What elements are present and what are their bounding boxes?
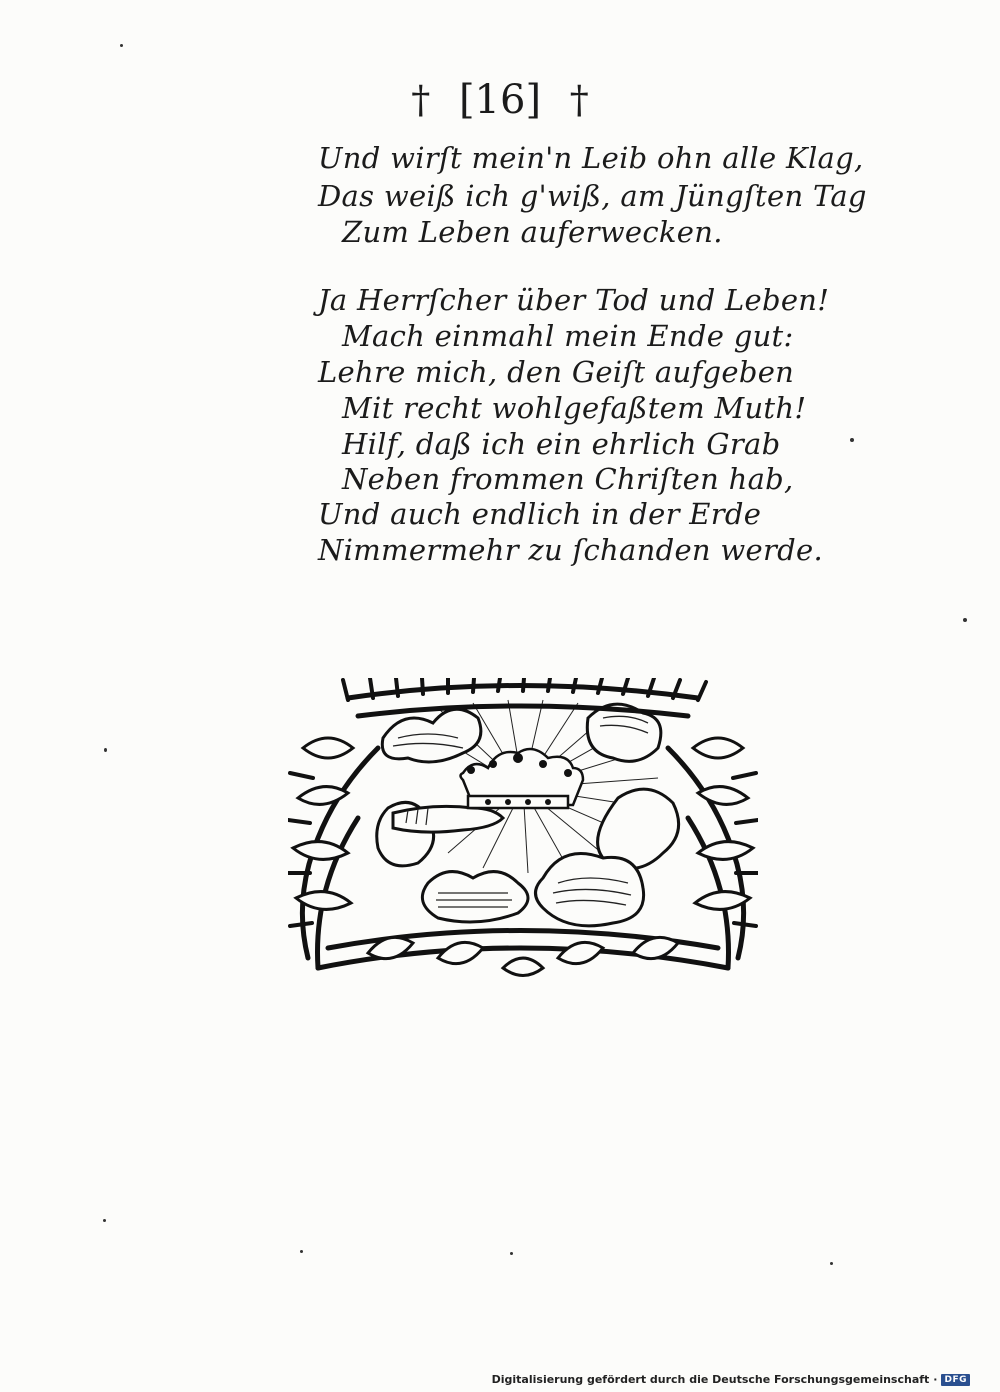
page-number: [16] bbox=[458, 77, 542, 123]
verse-line: Mit recht wohlgefaßtem Muth! bbox=[342, 391, 807, 425]
verse-line: Hilf, daß ich ein ehrlich Grab bbox=[342, 427, 781, 461]
paper-speck bbox=[300, 1250, 303, 1253]
digitization-credit: Digitalisierung gefördert durch die Deutsche Forschungsgemeinschaft · DFG bbox=[492, 1373, 970, 1386]
verse-line: Und wirſt mein'n Leib ohn alle Klag, bbox=[318, 141, 864, 175]
verse-line: Das weiß ich g'wiß, am Jüngſten Tag bbox=[318, 179, 867, 213]
credit-text: Digitalisierung gefördert durch die Deutsche Forschungsgemeinschaft bbox=[491, 1373, 930, 1386]
verse-line: Zum Leben auferwecken. bbox=[342, 215, 723, 249]
verse-line: Ja Herrſcher über Tod und Leben! bbox=[318, 283, 830, 317]
cross-left-icon: † bbox=[411, 78, 431, 122]
paper-speck bbox=[103, 1219, 106, 1222]
paper-speck bbox=[830, 1262, 833, 1265]
verse-line: Mach einmahl mein Ende gut: bbox=[342, 319, 794, 353]
verse-line: Nimmermehr zu ſchanden werde. bbox=[318, 533, 823, 567]
paper-speck bbox=[104, 748, 107, 752]
paper-speck bbox=[510, 1252, 513, 1255]
paper-speck bbox=[963, 618, 967, 622]
paper-speck bbox=[120, 44, 123, 47]
cross-right-icon: † bbox=[569, 78, 589, 122]
verse-line: Neben frommen Chriſten hab, bbox=[342, 462, 794, 496]
paper-speck bbox=[850, 438, 854, 442]
verse-line: Und auch endlich in der Erde bbox=[318, 497, 762, 531]
page-header bbox=[0, 74, 1000, 126]
verse-line: Lehre mich, den Geiſt aufgeben bbox=[318, 355, 795, 389]
woodcut-crown-in-hand-ornament-icon bbox=[288, 678, 758, 978]
dfg-logo-icon: DFG bbox=[941, 1374, 970, 1386]
